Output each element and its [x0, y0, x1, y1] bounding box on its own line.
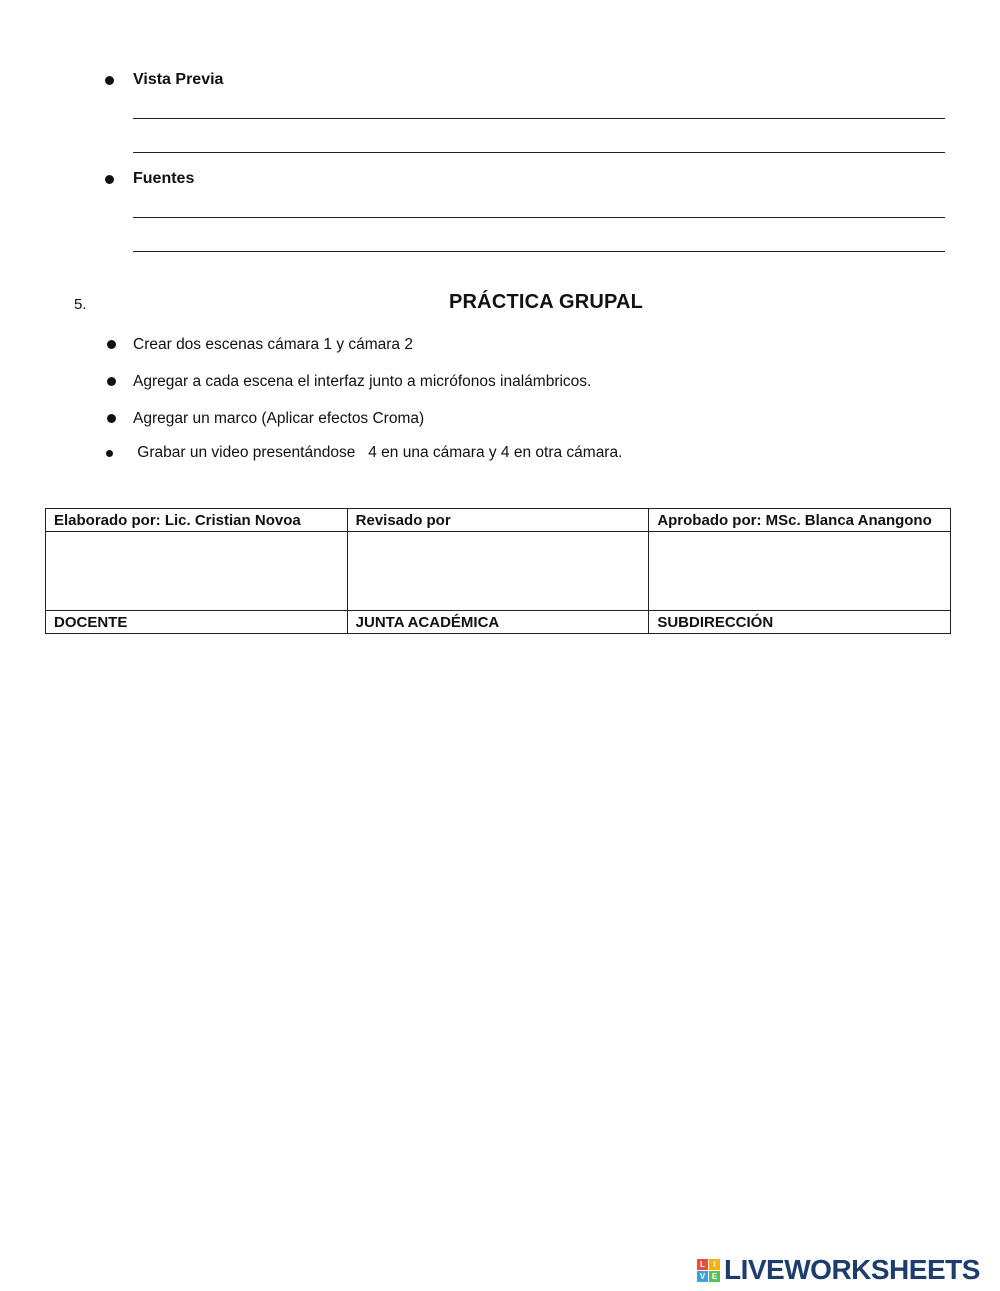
revisado-por-cell: Revisado por: [347, 509, 649, 532]
badge-letter: V: [697, 1271, 708, 1282]
subdireccion-cell: SUBDIRECCIÓN: [649, 611, 951, 634]
logo-text: LIVEWORKSHEETS: [724, 1254, 980, 1285]
liveworksheets-badge-icon: [697, 1259, 720, 1282]
badge-letter: I: [709, 1259, 720, 1270]
task-item: Agregar a cada escena el interfaz junto a micrófonos inalámbricos.: [133, 373, 592, 390]
signature-space: [347, 532, 649, 611]
signature-table-footer-row: [46, 611, 951, 634]
badge-letter: L: [697, 1259, 708, 1270]
answer-line[interactable]: [133, 152, 945, 153]
answer-line[interactable]: [133, 217, 945, 218]
liveworksheets-logo: [697, 1255, 980, 1285]
bullet-icon: [105, 76, 114, 85]
answer-line[interactable]: [133, 118, 945, 119]
section-number: 5.: [74, 296, 87, 313]
bullet-icon: [105, 175, 114, 184]
bullet-icon: [107, 340, 116, 349]
elaborado-por-cell: Elaborado por: Lic. Cristian Novoa: [46, 509, 348, 532]
bullet-icon: [107, 377, 116, 386]
badge-letter: E: [709, 1271, 720, 1282]
junta-academica-cell: JUNTA ACADÉMICA: [347, 611, 649, 634]
answer-line[interactable]: [133, 251, 945, 252]
signature-space: [46, 532, 348, 611]
item-label-vista-previa: Vista Previa: [133, 71, 224, 88]
signature-table: [45, 508, 951, 634]
bullet-icon: [106, 450, 113, 457]
section-title: PRÁCTICA GRUPAL: [449, 291, 644, 313]
item-label-fuentes: Fuentes: [133, 170, 195, 187]
task-item: Crear dos escenas cámara 1 y cámara 2: [133, 336, 413, 353]
bullet-icon: [107, 414, 116, 423]
task-item: Agregar un marco (Aplicar efectos Croma): [133, 410, 425, 427]
task-item: Grabar un video presentándose 4 en una cámara y 4 en otra cámara.: [133, 444, 623, 461]
signature-space-row: [46, 532, 951, 611]
signature-space: [649, 532, 951, 611]
signature-table-header-row: [46, 509, 951, 532]
aprobado-por-cell: Aprobado por: MSc. Blanca Anangono: [649, 509, 951, 532]
docente-cell: DOCENTE: [46, 611, 348, 634]
